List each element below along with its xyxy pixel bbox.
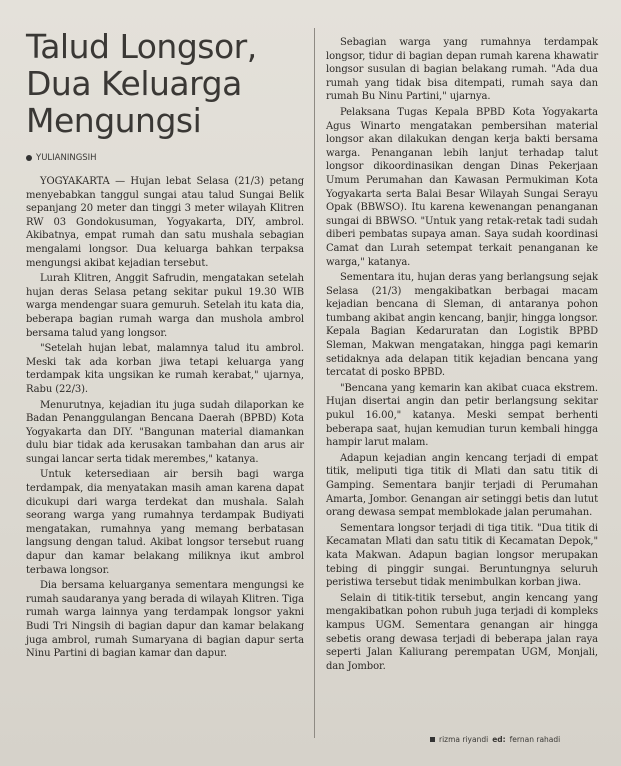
right-column [326,36,598,675]
paragraph-right-5: Adapun kejadian angin kencang terjadi di empat titik, meliputi tiga titik di Mlati dan satu titik di Gamping. Sementara banjir terjadi di Perumahan Amarta, Jombor. Genangan air setinggi betis dan lutut orang dewasa sempat memblokade jalan perumahan. [326,452,598,519]
left-column [26,28,304,663]
paragraph-left-4: Menurutnya, kejadian itu juga sudah dilaporkan ke Badan Penanggulangan Bencana Daerah (BPBD) Kota Yogyakarta dan DIY. "Bangunan material diamankan dulu biar tidak ada kerusakan tambahan dan arus air sungai lancar serta tidak merembes," katanya. [26,399,304,465]
paragraph-right-6: Sementara longsor terjadi di tiga titik. "Dua titik di Kecamatan Mlati dan satu titik di Kecamatan Depok," kata Makwan. Adapun bagian longsor merupakan tebing di pinggir sungai. Beruntungnya seluruh peristiwa tersebut tidak menimbulkan korban jiwa. [326,522,598,589]
paragraph-right-3: Sementara itu, hujan deras yang berlangsung sejak Selasa (21/3) mengakibatkan berbagai macam kejadian bencana di Sleman, di antaranya pohon tumbang akibat angin kencang, banjir, hingga longsor. Kepala Bagian Kedaruratan dan Logistik BPBD Sleman, Makwan mengatakan, hingga pagi kemarin setidaknya ada delapan titik kejadian bencana yang tercatat di posko BPBD. [326,272,598,379]
headline-line-1: Talud Longsor, [26,27,257,66]
paragraph-right-4: "Bencana yang kemarin kan akibat cuaca ekstrem. Hujan disertai angin dan petir berlangsung sekitar pukul 16.00," katanya. Meski sempat berhenti beberapa saat, hujan kemudian turun kembali hingga hampir larut malam. [326,382,598,449]
headline-line-2: Dua Keluarga [26,64,242,103]
paragraph-left-5: Untuk ketersediaan air bersih bagi warga terdampak, dia menyatakan masih aman karena dapat dicukupi dari warga terdekat dan mushala. Salah seorang warga yang rumahnya terdampak Budiyati mengatakan, rumahnya yang memang berbatasan langsung dengan talud. Akibat longsor tersebut ruang dapur dan kamar belakang miliknya ikut ambrol terbawa longsor. [26,469,304,576]
paragraph-left-3: "Setelah hujan lebat, malamnya talud itu ambrol. Meski tak ada korban jiwa tetapi keluarga yang terdampak kita ungsikan ke rumah kerabat," ujarnya, Rabu (22/3). [26,343,304,395]
byline-bullet-icon [26,155,32,161]
credit-square-icon [430,737,435,742]
byline [26,153,304,163]
paragraph-right-1: Sebagian warga yang rumahnya terdampak longsor, tidur di bagian depan rumah karena khawatir longsor susulan di bagian belakang rumah. "Ada dua rumah yang tidak bisa ditempati, rumah saya dan rumah Bu Ninu Partini," ujarnya. [326,37,598,103]
photo-credit [430,735,560,744]
paragraph-right-2: Pelaksana Tugas Kepala BPBD Kota Yogyakarta Agus Winarto mengatakan pembersihan material longsor akan dilakukan dengan kerja bakti bersama warga. Penanganan lebih lanjut terhadap talut longsor dikoordinasikan dengan Dinas Pekerjaan Umum Perumahan dan Kawasan Permukiman Kota Yogyakarta serta Balai Besar Wilayah Sungai Serayu Opak (BBWSO). Itu karena kewenangan penanganan sungai di BBWSO. "Untuk yang retak-retak tadi sudah diberi pembatas supaya aman. Saya sudah koordinasi Camat dan Lurah setempat terkait penanganan ke warga," katanya. [326,106,598,268]
credit-editor-label: ed: [492,735,506,744]
credit-photographer: rizma riyandi [439,735,489,744]
paragraph-left-6: Dia bersama keluarganya sementara mengungsi ke rumah saudaranya yang berada di wilayah Klitren. Tiga rumah warga lainnya yang terdampak longsor yakni Budi Tri Ningsih di bagian dapur dan kamar belakang juga ambrol, rumah Sumaryana di bagian dapur serta Ninu Partini di bagian kamar dan dapur. [26,580,304,660]
paragraph-left-2: Lurah Klitren, Anggit Safrudin, mengatakan setelah hujan deras Selasa petang sekitar pukul 19.30 WIB warga mendengar suara gemuruh. Setelah itu kata dia, beberapa bagian rumah warga dan mushola ambrol bersama talud yang longsor. [26,273,304,339]
headline [26,28,304,139]
headline-line-3: Mengungsi [26,101,202,140]
credit-editor: fernan rahadi [509,735,561,744]
byline-author: YULIANINGSIH [36,153,97,163]
column-divider [314,28,315,738]
paragraph-right-7: Selain di titik-titik tersebut, angin kencang yang mengakibatkan pohon rubuh juga terjadi di kompleks kampus UGM. Sementara genangan air hingga sebetis orang dewasa terjadi di beberapa jalan raya seperti Jalan Kaliurang perempatan UGM, Monjali, dan Jombor. [326,592,598,672]
paragraph-left-1: YOGYAKARTA — Hujan lebat Selasa (21/3) petang menyebabkan tanggul sungai atau talud Sungai Belik sepanjang 20 meter dan tinggi 3 meter wilayah Klitren RW 03 Gondokusuman, Yogyakarta, DIY, ambrol. Akibatnya, empat rumah dan satu mushala sebagian mengalami longsor. Dua keluarga bahkan terpaksa mengungsi akibat kejadian tersebut. [26,176,304,269]
